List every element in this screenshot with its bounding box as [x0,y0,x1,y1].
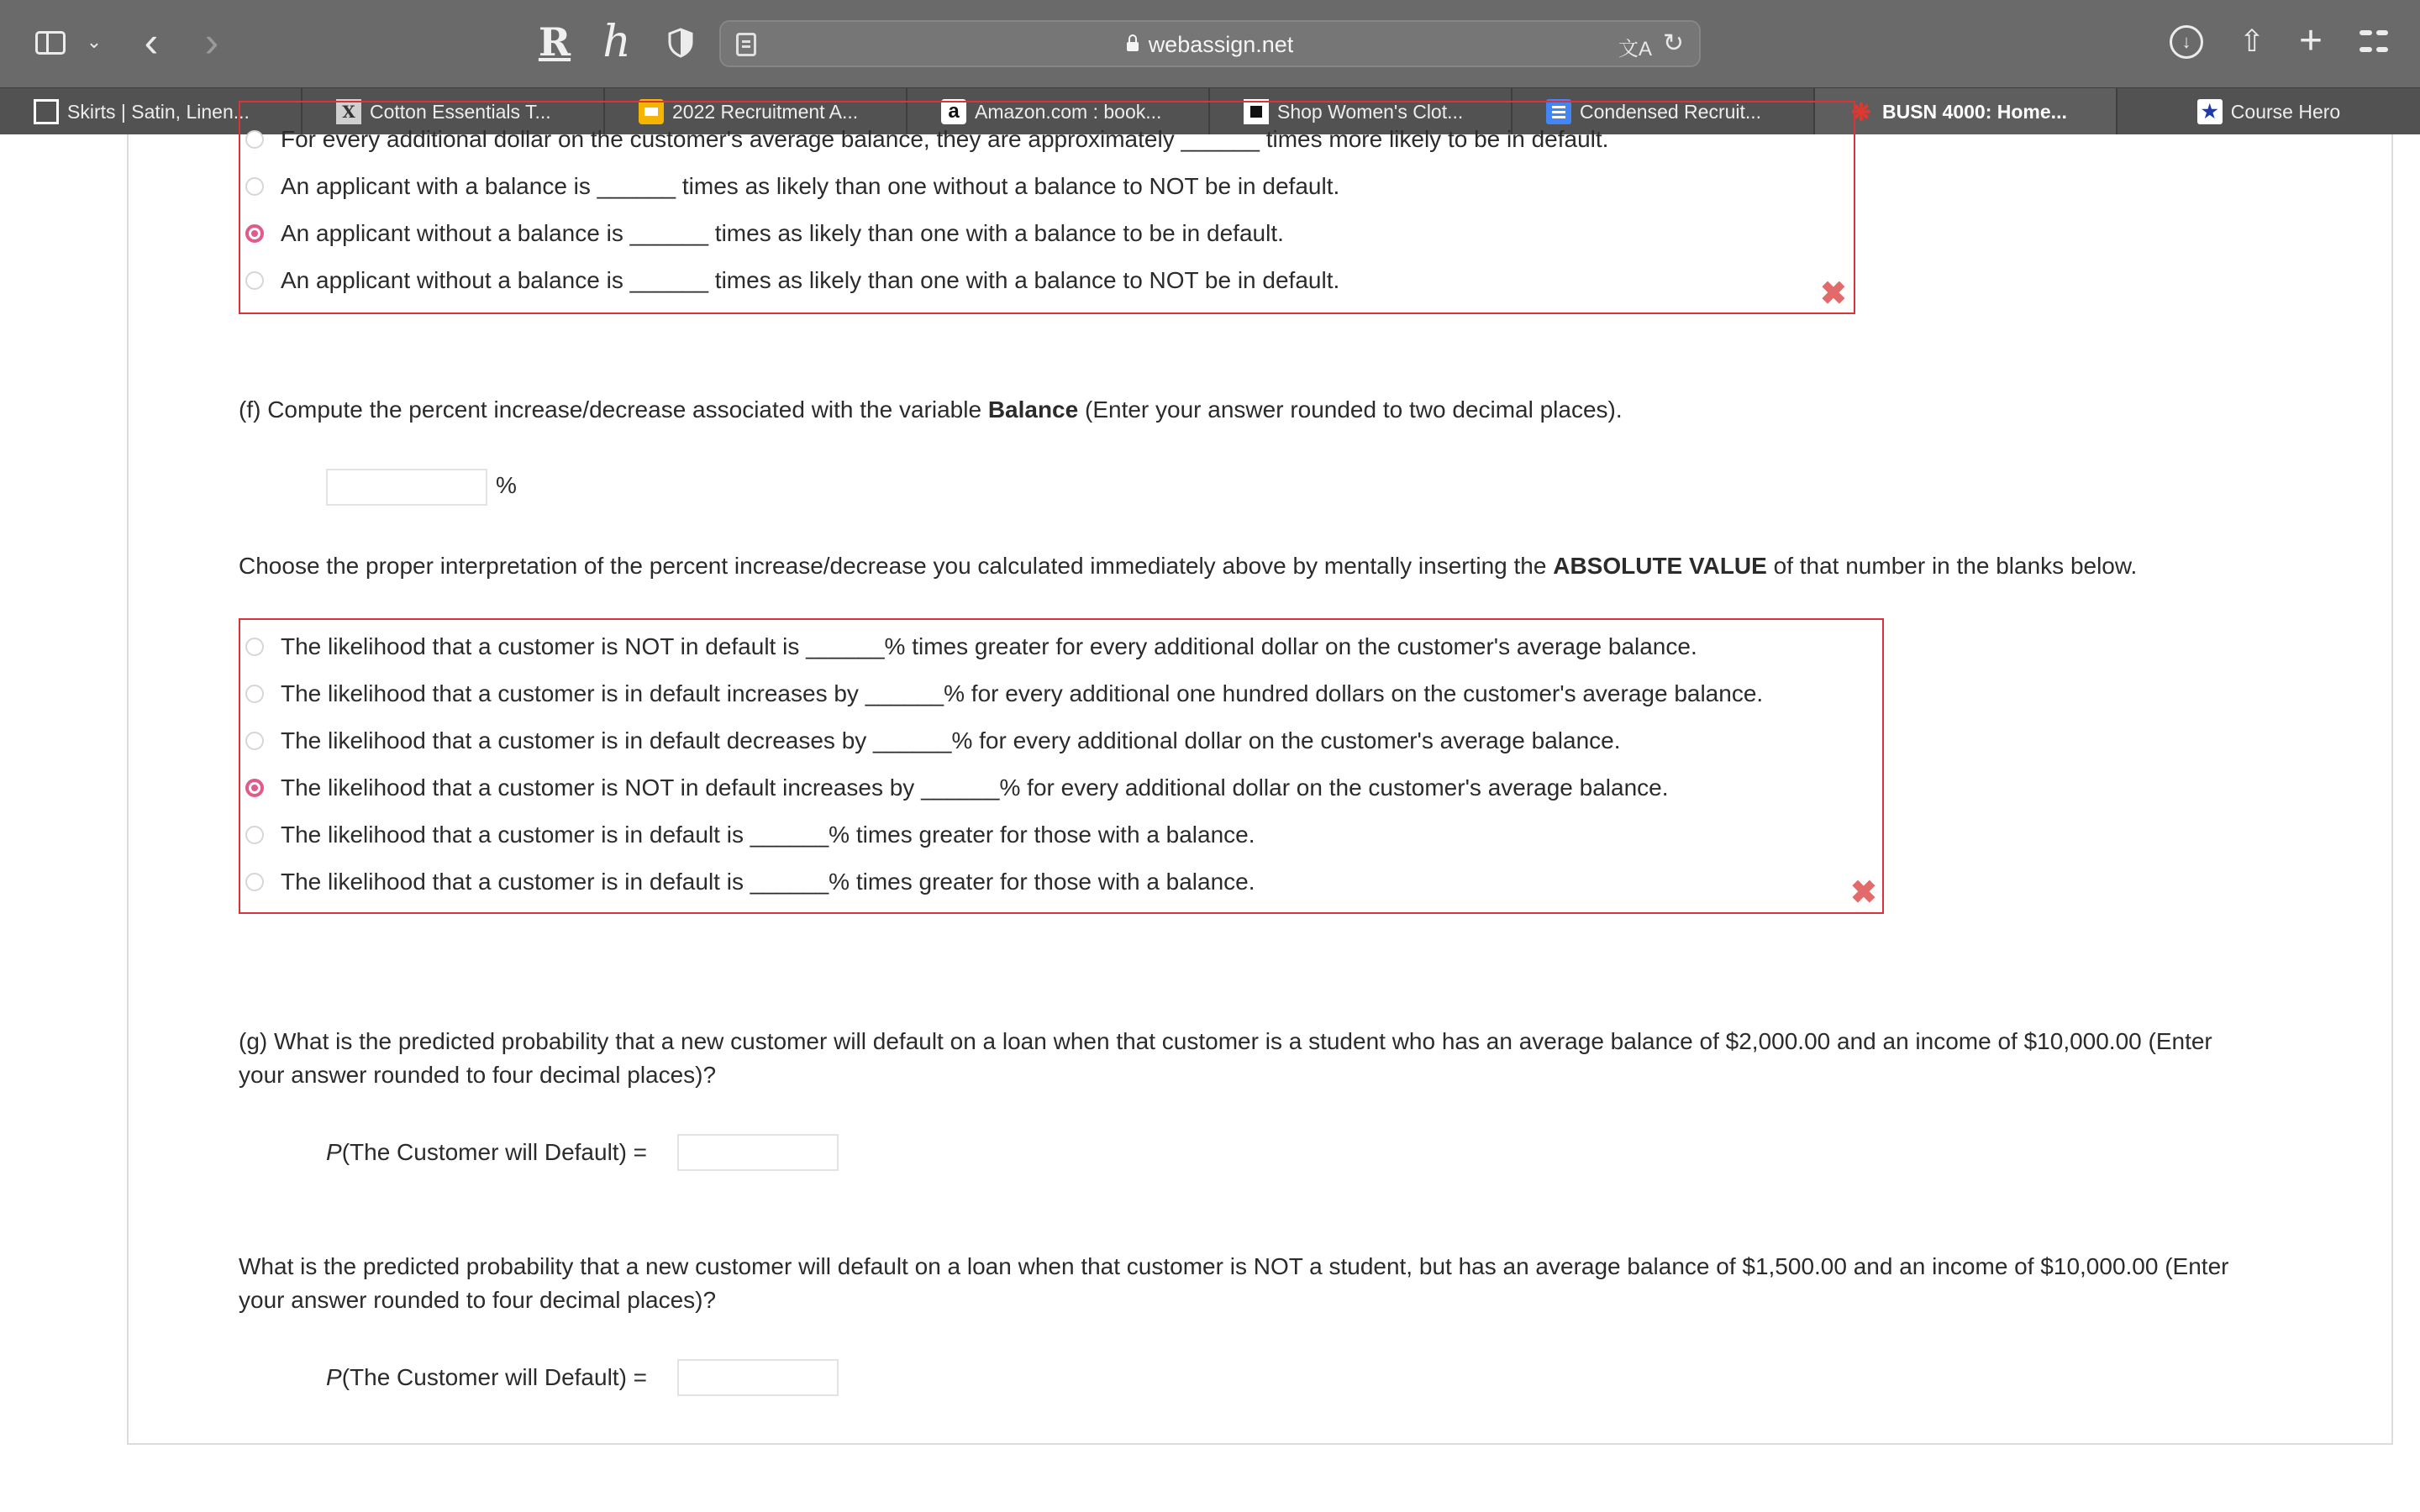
probability-input-1[interactable] [677,1134,839,1171]
canvas-icon: ❋ [1851,98,1871,125]
part-f-option-4[interactable] [240,771,1669,805]
radio-button[interactable] [245,638,264,656]
part-f-options-box [239,618,1884,914]
option-text: An applicant without a balance is ______ times as likely than one with a balance to be in default. [281,220,1284,246]
part-f-question-text: (f) Compute the percent increase/decrease associated with the variable [239,396,988,423]
share-icon[interactable]: ⇧ [2238,24,2265,58]
option-text: The likelihood that a customer is in default is ______% times greater for those with a balance. [281,869,1255,895]
percent-unit: % [496,472,517,498]
amazon-icon: a [941,99,966,124]
radio-button[interactable] [245,130,264,149]
part-e-option-3[interactable] [240,217,1284,250]
part-f-option-6[interactable] [240,865,1255,899]
tab-busn-4000[interactable] [1815,88,2118,135]
tab-course-hero[interactable] [2118,88,2420,135]
option-text: The likelihood that a customer is in default decreases by ______% for every additional dollar on the customer's average balance. [281,727,1621,753]
shield-icon[interactable] [666,25,696,60]
page-content [0,126,2420,1512]
prob-label-text: (The Customer will Default) = [341,1139,648,1165]
option-text: The likelihood that a customer is in default is ______% times greater for those with a balance. [281,822,1255,848]
x-mark-icon: ✖ [1850,875,1877,911]
radio-button[interactable] [245,873,264,891]
url-text [721,32,1699,58]
sidebar-toggle-icon[interactable] [34,29,67,57]
course-hero-icon: ★ [2197,99,2223,124]
interp-text-end: of that number in the blanks below. [1766,553,2138,579]
interp-bold: ABSOLUTE VALUE [1553,553,1767,579]
part-g-q1-line1: (g) What is the predicted probability that a new customer will default on a loan when that customer is a student who has an average balance of $2,000.00 and an income of $10,000.00 (Enter [239,1028,2212,1054]
option-text: The likelihood that a customer is NOT in default is ______% times greater for every additional dollar on the customer's average balance. [281,633,1697,659]
tab-label: Course Hero [2230,100,2341,123]
tab-label: BUSN 4000: Home... [1882,100,2067,123]
square-outline-icon [34,99,59,124]
option-text: The likelihood that a customer is in default increases by ______% for every additional one hundred dollars on the customer's average balance. [281,680,1764,706]
part-f-option-5[interactable] [240,818,1255,852]
probability-input-2[interactable] [677,1359,839,1396]
tab-label: Condensed Recruit... [1580,100,1762,123]
probability-label-1 [326,1139,647,1166]
part-e-option-2[interactable] [240,170,1339,203]
chevron-down-icon[interactable]: ⌄ [86,31,103,52]
part-f-option-1[interactable] [240,630,1697,664]
part-f-question-text-end: (Enter your answer rounded to two decimal places). [1078,396,1623,423]
tab-label: 2022 Recruitment A... [672,100,859,123]
x-logo-icon: X [336,99,361,124]
lock-icon [1127,42,1139,51]
browser-toolbar [0,0,2420,87]
option-text: An applicant without a balance is ______ times as likely than one with a balance to NOT be in default. [281,267,1340,293]
option-text: An applicant with a balance is ______ times as likely than one without a balance to NOT be in default. [281,173,1340,199]
radio-button[interactable] [245,271,264,290]
radio-button-selected[interactable] [245,779,264,797]
tab-label: Skirts | Satin, Linen... [67,100,250,123]
probability-label-2 [326,1364,647,1391]
radio-button-selected[interactable] [245,224,264,243]
part-f-interpretation-prompt [239,549,2137,583]
translate-icon[interactable]: 文A [1618,38,1652,60]
new-tab-icon[interactable]: + [2298,18,2323,63]
part-g-question-2 [239,1250,2228,1317]
radio-button[interactable] [245,826,264,844]
tab-label: Shop Women's Clot... [1277,100,1464,123]
extension-h-icon[interactable]: h [602,17,631,67]
back-arrow-icon[interactable]: ‹ [144,18,159,66]
address-bar[interactable] [719,20,1701,67]
part-e-option-4[interactable] [240,264,1339,297]
download-icon[interactable]: ↓ [2170,25,2203,59]
prob-symbol: P [326,1364,342,1390]
option-text: The likelihood that a customer is NOT in default increases by ______% for every additional dollar on the customer's average balance. [281,774,1669,801]
option-text: For every additional dollar on the customer's average balance, they are approximately ______ times more likely to be in default. [281,126,1609,152]
radio-button[interactable] [245,685,264,703]
reload-icon[interactable]: ↻ [1662,29,1684,57]
tab-label: Amazon.com : book... [975,100,1162,123]
radio-button[interactable] [245,177,264,196]
part-e-options-box [239,101,1855,314]
prob-symbol: P [326,1139,342,1165]
part-f-option-3[interactable] [240,724,1621,758]
percent-change-input[interactable] [326,469,487,506]
part-f-question-bold: Balance [987,396,1079,423]
tab-overview-icon[interactable] [2360,27,2388,55]
part-e-option-1[interactable] [240,123,1608,156]
tab-label: Cotton Essentials T... [370,100,551,123]
url-value: webassign.net [1148,32,1294,57]
part-g-q2-line2: your answer rounded to four decimal places)? [239,1287,717,1313]
part-g-question-1 [239,1025,2212,1092]
part-f-option-2[interactable] [240,677,1763,711]
radio-button[interactable] [245,732,264,750]
x-mark-icon: ✖ [1820,276,1847,312]
prob-label-text: (The Customer will Default) = [341,1364,648,1390]
forward-arrow-icon[interactable]: › [204,18,219,66]
interp-text: Choose the proper interpretation of the percent increase/decrease you calculated immediately above by mentally inserting the [239,553,1554,579]
part-g-q2-line1: What is the predicted probability that a new customer will default on a loan when that customer is NOT a student, but has an average balance of $1,500.00 and an income of $10,000.00 (Enter [239,1253,2229,1279]
extension-r-icon[interactable]: R [538,19,571,65]
part-g-q1-line2: your answer rounded to four decimal places)? [239,1062,717,1088]
part-f-question [239,393,1623,427]
